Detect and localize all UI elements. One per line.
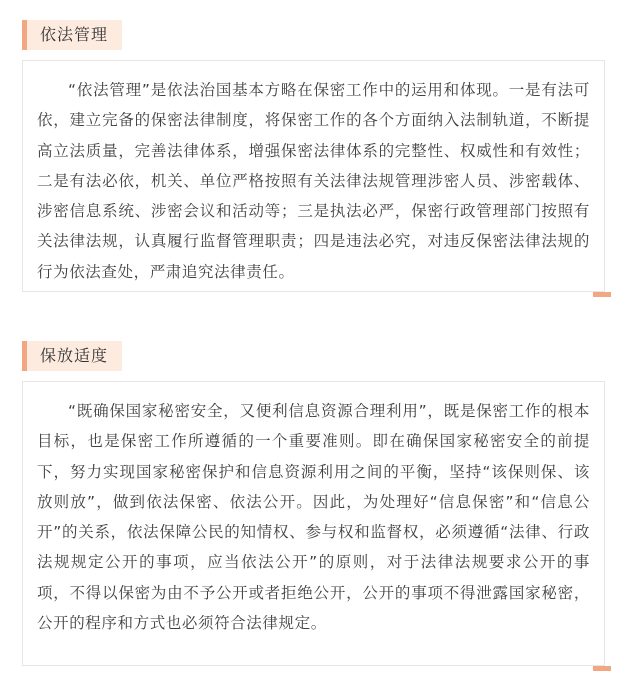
section-title: 依法管理 (40, 25, 109, 44)
section-title: 保放适度 (40, 346, 109, 365)
corner-accent (593, 666, 611, 671)
section-body-text: “既确保国家秘密安全，又便利信息资源合理利用”，既是保密工作的根本目标，也是保密工作所遵循的一个重要准则。即在确保国家秘密安全的前提下，努力实现国家秘密保护和信息资源利用之间的平衡，坚持“该保则保、该放则放”，做到依法保密、依法公开。因此，为处理好“信息保密”和“信息公开”的关系，依法保障公民的知情权、参与权和监督权，必须遵循“法律、行政法规规定公开的事项，应当依法公开”的原则，对于法律法规要求公开的事项，不得以保密为由不予公开或者拒绝公开，公开的事项不得泄露国家秘密，公开的程序和方式也必须符合法律规定。 (37, 402, 590, 633)
section-title-tag (22, 20, 122, 50)
section-body-text: “依法管理”是依法治国基本方略在保密工作中的运用和体现。一是有法可依，建立完备的保密法律制度，将保密工作的各个方面纳入法制轨道，不断提高立法质量，完善法律体系，增强保密法律体系的完整性、权威性和有效性；二是有法必依，机关、单位严格按照有关法律法规管理涉密人员、涉密载体、涉密信息系统、涉密会议和活动等；三是执法必严，保密行政管理部门按照有关法律法规，认真履行监督管理职责；四是违法必究，对违反保密法律法规的行为依法查处，严肃追究法律责任。 (37, 81, 590, 281)
title-accent-bar (22, 20, 27, 50)
section-content-box (22, 381, 605, 666)
section-title-tag (22, 341, 122, 371)
corner-accent (593, 292, 611, 297)
section-moderate-disclosure (22, 341, 611, 666)
section-legal-management (22, 20, 611, 292)
section-content-box (22, 60, 605, 292)
title-accent-bar (22, 341, 27, 371)
